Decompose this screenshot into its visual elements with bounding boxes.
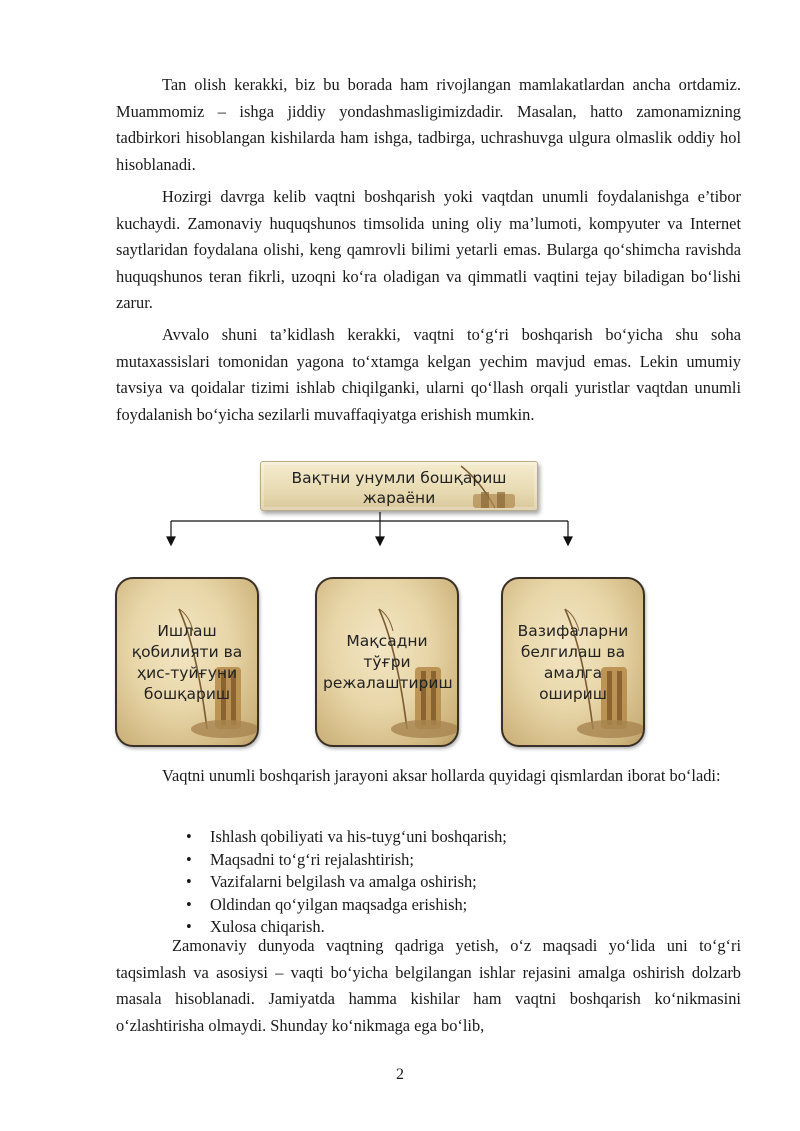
list-item: • Ishlash qobiliyati va his-tuyg‘uni boshqarish; xyxy=(186,826,507,849)
bullet-icon: • xyxy=(186,849,192,869)
bullet-icon: • xyxy=(186,894,192,914)
diagram-title: Вақтни унумли бошқариш жараёни xyxy=(291,469,507,507)
diagram-box-abilities-label: Ишлаш қобилияти ва ҳис-туйғуни бошқариш xyxy=(131,622,243,703)
list-item: • Xulosa chiqarish. xyxy=(186,916,507,939)
diagram-box-tasks xyxy=(501,577,645,747)
diagram-box-abilities xyxy=(115,577,259,747)
list-item: • Vazifalarni belgilash va amalga oshirish; xyxy=(186,871,507,894)
paragraph-2: Hozirgi davrga kelib vaqtni boshqarish yoki vaqtdan unumli foydalanishga e’tibor kuchaydi. Zamonaviy huquqshunos timsolida uning oliy ma’lumoti, kompyuter va Internet saytlaridan foydalana olishi, keng qamrovli bilimi yetarli emas. Bularga qo‘shimcha ravishda huquqshunos teran fikrli, uzoqni ko‘ra oladigan va qimmatli vaqtini tejay biladigan bo‘lishi zarur. xyxy=(116,187,741,312)
paragraph-4: Vaqtni unumli boshqarish jarayoni aksar hollarda quyidagi qismlardan iborat bo‘ladi: xyxy=(162,766,721,785)
list-item: • Maqsadni to‘g‘ri rejalashtirish; xyxy=(186,849,507,872)
diagram-box-planning xyxy=(315,577,459,747)
paragraph-1: Tan olish kerakki, biz bu borada ham rivojlangan mamlakatlardan ancha ortdamiz. Muammomiz – ishga jiddiy yondashmasligimizdadir. Masalan, hatto zamonamizning tadbirkori hisoblangan kishilarda ham ishga, tadbirga, uchrashuvga ulgura olmaslik oddiy hol hisoblanadi. xyxy=(116,75,741,174)
paragraph-3: Avvalo shuni ta’kidlash kerakki, vaqtni to‘g‘ri boshqarish bo‘yicha shu soha mutaxassislari tomonidan yagona to‘xtamga kelgan yechim mavjud emas. Lekin umumiy tavsiya va qoidalar tizimi ishlab chiqilganki, ularni qo‘llash orqali yuristlar vaqtdan unumli foydalanish bo‘yicha sezilarli muvaffaqiyatga erishish mumkin. xyxy=(116,325,741,424)
bullet-icon: • xyxy=(186,827,192,846)
process-diagram xyxy=(0,455,800,755)
bullet-list xyxy=(186,826,507,939)
paragraph-5: Zamonaviy dunyoda vaqtning qadriga yetish, o‘z maqsadi yo‘lida uni to‘g‘ri taqsimlash va asosiysi – vaqti bo‘yicha belgilangan ishlar rejasini amalga oshirish dolzarb masala hisoblanadi. Jamiyatda hamma kishilar ham vaqtni boshqarish ko‘nikmasini o‘zlashtirisha olmaydi. Shunday ko‘nikmaga ega bo‘lib, xyxy=(116,936,741,1035)
diagram-title-box xyxy=(260,461,538,511)
diagram-box-tasks-label: Вазифаларни белгилаш ва амалга ошириш xyxy=(517,622,629,703)
list-item: • Oldindan qo‘yilgan maqsadga erishish; xyxy=(186,894,507,917)
bullet-icon: • xyxy=(186,917,192,936)
bullet-icon: • xyxy=(186,872,192,891)
diagram-box-planning-label: Мақсадни тўғри режалаштириш xyxy=(323,632,453,692)
page-number: 2 xyxy=(396,1066,404,1083)
